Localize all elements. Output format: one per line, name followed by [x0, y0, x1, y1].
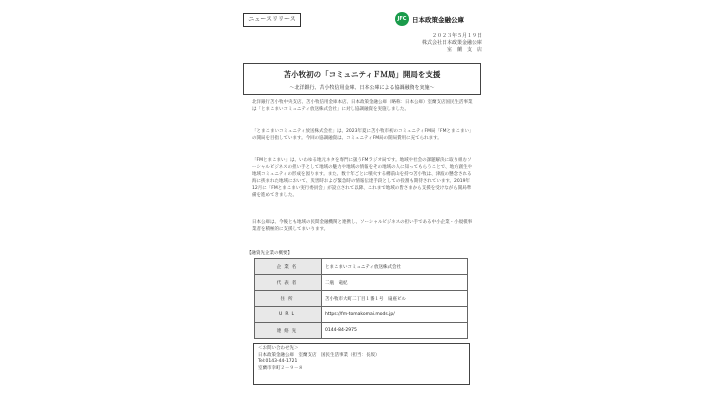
company-section-title: 【融資先企業の概要】: [247, 251, 292, 256]
table-value: とまこまいコミュニティ放送株式会社: [322, 259, 468, 275]
company-info-table: [254, 258, 468, 339]
contact-line: 日本政策金融公庫 室蘭支店 国民生活事業（担当：長坂）: [258, 352, 380, 358]
news-release-badge: ニュースリリース: [243, 13, 301, 27]
table-key: 代表者: [255, 275, 322, 291]
table-key: 連絡先: [255, 323, 322, 339]
issuer-name: 株式会社日本政策金融公庫: [421, 40, 482, 46]
release-date: ２０２３年５月１９日: [431, 33, 482, 39]
jfc-logo-icon: JFC: [395, 12, 409, 26]
title-box: [243, 63, 481, 95]
table-row: [255, 323, 468, 339]
table-key: 企業名: [255, 259, 322, 275]
body-paragraph: 北洋銀行苫小牧中央支店、苫小牧信用金庫本店、日本政策金融公庫（略称：日本公庫）室蘭支店国民生活事業は「とまこまいコミュニティ放送株式会社」に対し協調融資を実施しました。: [252, 100, 473, 112]
page-title: 苫小牧初の「コミュニティＦＭ局」開局を支援: [283, 70, 441, 79]
body-paragraph: 「とまこまいコミュニティ放送株式会社」は、2023年夏に苫小牧市初のコミュニティFM局「FMとまこまい」の開局を目指しています。今回の協調融資は、コミュニティFM局の開局費用に充てられます。: [252, 129, 474, 141]
jfc-logo: [395, 12, 464, 26]
company-url-link[interactable]: https://fm-tomakomai.mods.jp/: [322, 307, 468, 323]
table-row: [255, 307, 468, 323]
jfc-logo-name: 日本政策金融公庫: [412, 15, 464, 24]
body-paragraph: 日本公庫は、今後とも地域の民間金融機関と連携し、ソーシャルビジネスの担い手である中小企業・小規模事業者を積極的に支援してまいります。: [252, 220, 473, 232]
table-row: [255, 291, 468, 307]
table-key: URL: [255, 307, 322, 323]
issuer-branch: 室 蘭 支 店: [446, 47, 482, 53]
contact-phone: Tel:0143-44-1721: [258, 359, 298, 364]
table-value: 二瓶 竜紀: [322, 275, 468, 291]
page-subtitle: ～北洋銀行、苫小牧信用金庫、日本公庫による協調融資を実施～: [289, 85, 435, 91]
contact-box: [253, 343, 470, 385]
table-row: [255, 275, 468, 291]
body-paragraph: 「FMとまこまい」は、いわゆる地元ネタを専門に扱うFMラジオ局です。地域や社会の課題解決に取り組むソーシャルビジネスの担い手として地域の魅力や地域の情報をその地域の人に知ってもらうことで、地方創生や地域コミュニティの形成を図ります。また、数十年ごとに噴火する樽前山を持つ苫小牧は、津波の懸念される海に挟まれた地域において、災害時および緊急時の情報伝達手段としての役割も期待されています。2019年12月に「FMとまこまい実行委員会」が設立されて以降、これまで地域の皆さまから支援を受けながら開局準備を進めてきました。: [252, 158, 473, 198]
table-key: 住所: [255, 291, 322, 307]
table-value: 苫小牧市大町二丁目１番１号 扇座ビル: [322, 291, 468, 307]
table-value: 0144-84-2975: [322, 323, 468, 339]
contact-heading: ＜お問い合わせ先＞: [258, 346, 299, 351]
contact-address: 室蘭市幸町２－９－８: [258, 365, 303, 371]
release-meta: [422, 33, 482, 54]
table-row: [255, 259, 468, 275]
document-page: [238, 0, 482, 400]
